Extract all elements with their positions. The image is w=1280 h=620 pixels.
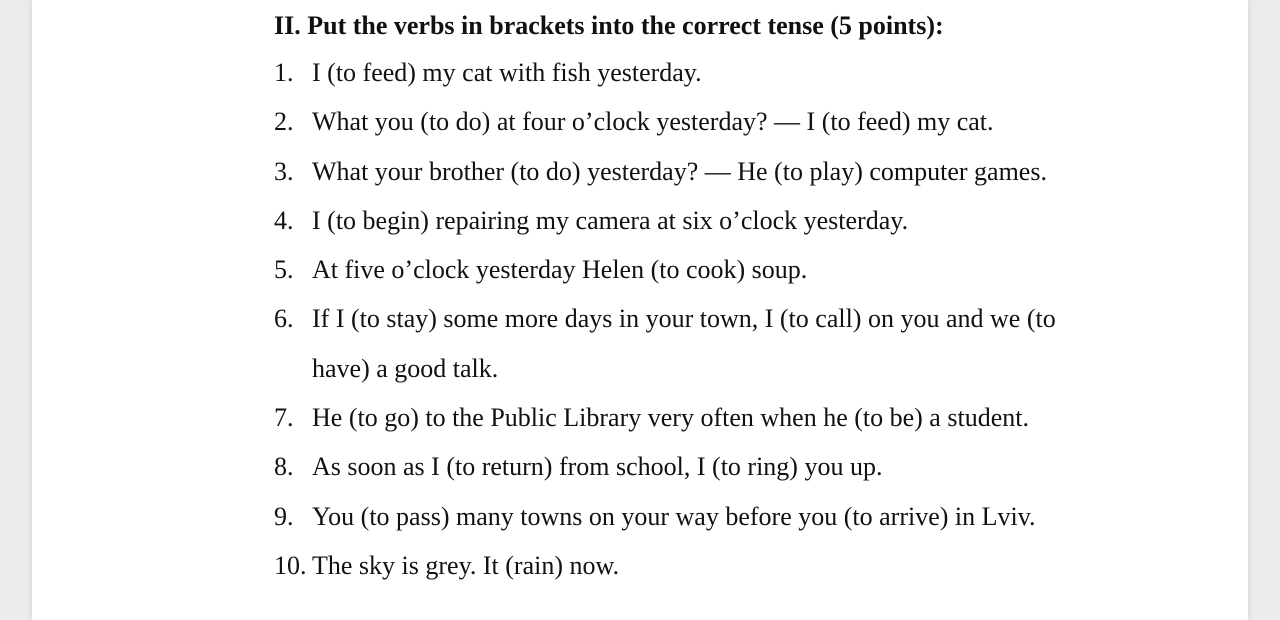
item-text: What your brother (to do) yesterday? — He (to play) computer games. xyxy=(312,156,1047,186)
exercise-item-8 xyxy=(274,442,1174,491)
exercise-list xyxy=(274,48,1174,590)
item-number: 1. xyxy=(274,58,294,87)
item-text-line-1: If I (to stay) some more days in your town, I (to call) on you and we (to xyxy=(312,304,1056,334)
item-number: 8. xyxy=(274,452,294,482)
item-text: What you (to do) at four o’clock yesterday? — I (to feed) my cat. xyxy=(312,107,994,137)
item-text: You (to pass) many towns on your way before you (to arrive) in Lviv. xyxy=(312,501,1036,531)
exercise-item-2 xyxy=(274,97,1174,146)
exercise-item-5 xyxy=(274,245,1174,294)
item-number: 5. xyxy=(274,255,294,285)
item-number: 3. xyxy=(274,156,294,186)
item-text: The sky is grey. It (rain) now. xyxy=(312,550,620,580)
exercise-heading: II. Put the verbs in brackets into the correct tense (5 points): xyxy=(274,11,944,40)
exercise-content xyxy=(274,8,1174,590)
item-number: 9. xyxy=(274,501,294,531)
item-text: He (to go) to the Public Library very often when he (to be) a student. xyxy=(312,403,1029,433)
exercise-item-7 xyxy=(274,393,1174,442)
item-number: 6. xyxy=(274,304,294,334)
exercise-item-10 xyxy=(274,541,1174,590)
exercise-item-6 xyxy=(274,294,1174,393)
exercise-item-3 xyxy=(274,147,1174,196)
item-number: 2. xyxy=(274,107,294,137)
exercise-item-4 xyxy=(274,196,1174,245)
item-number: 4. xyxy=(274,205,294,235)
item-number: 7. xyxy=(274,403,294,433)
item-text-line-2: have) a good talk. xyxy=(312,353,499,383)
item-text: At five o’clock yesterday Helen (to cook) soup. xyxy=(312,255,808,285)
exercise-item-9 xyxy=(274,492,1174,541)
item-text: As soon as I (to return) from school, I (to ring) you up. xyxy=(312,452,883,482)
document-page xyxy=(32,0,1248,620)
exercise-item-1 xyxy=(274,48,1174,97)
item-text xyxy=(312,294,1174,393)
item-text: I (to begin) repairing my camera at six o’clock yesterday. xyxy=(312,205,909,235)
item-number: 10. xyxy=(274,550,307,580)
item-text: I (to feed) my cat with fish yesterday. xyxy=(312,58,702,87)
